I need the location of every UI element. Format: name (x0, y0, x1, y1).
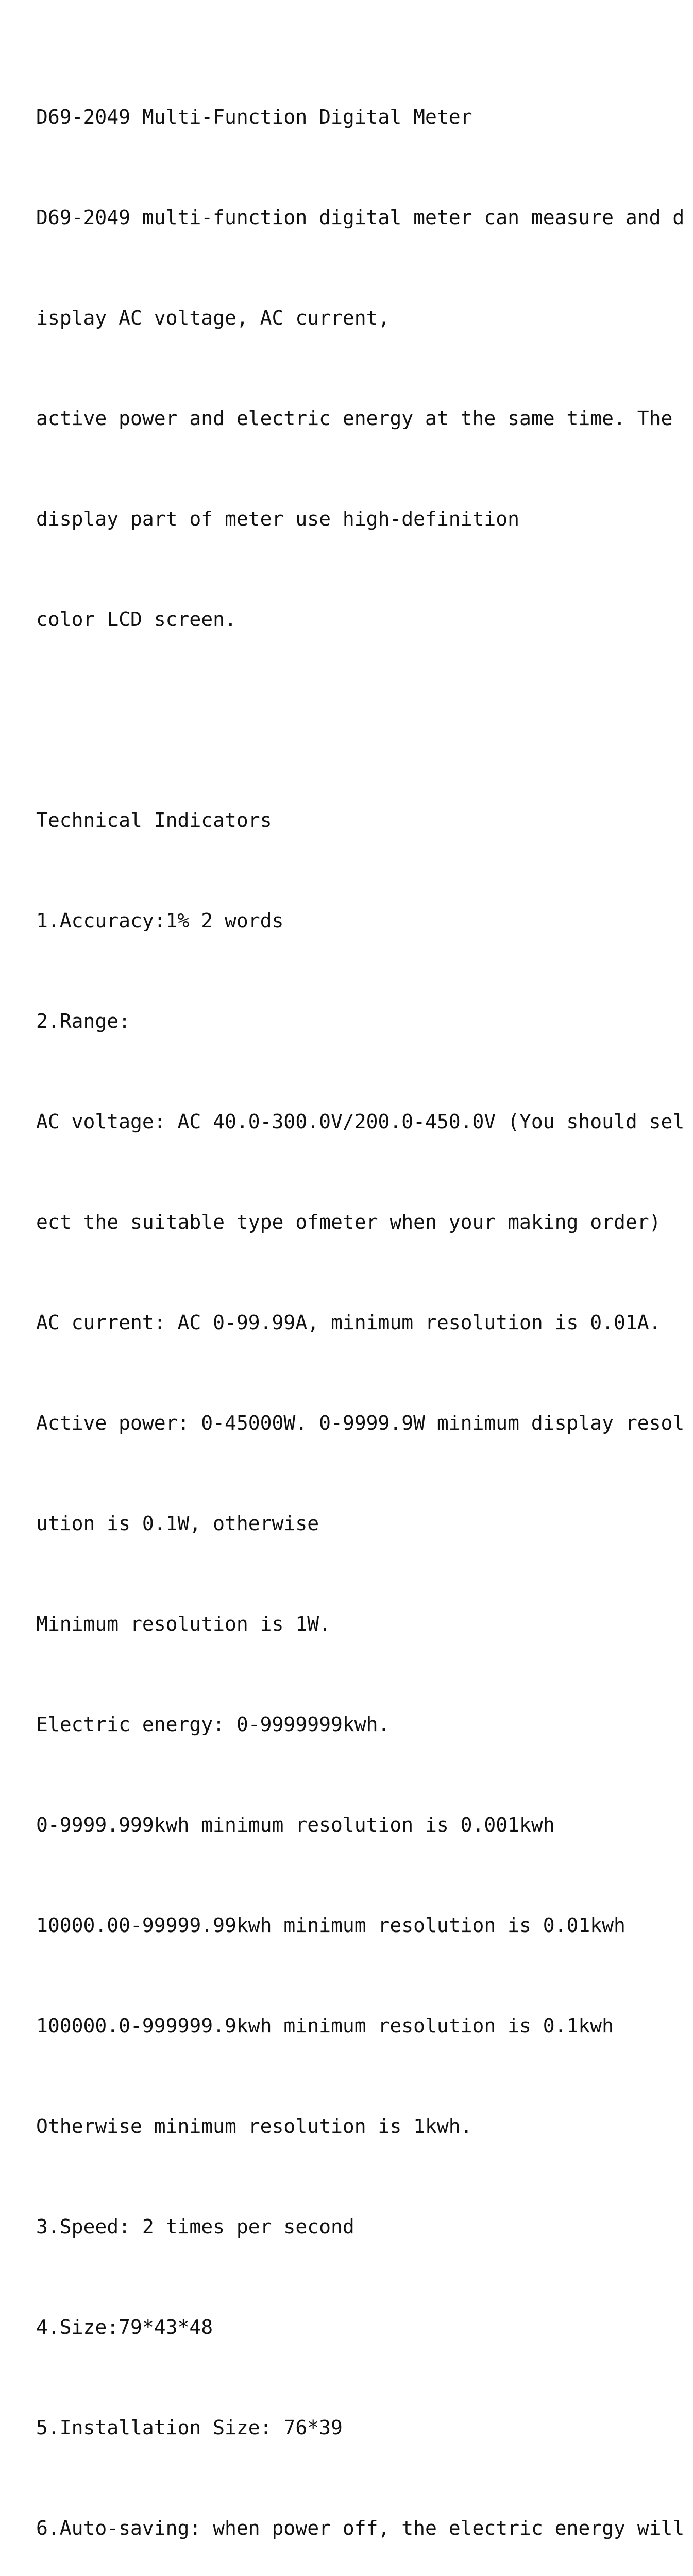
paragraph-spacer (36, 703, 680, 737)
intro-line: isplay AC voltage, AC current, (36, 307, 390, 329)
spec-line: Active power: 0-45000W. 0-9999.9W minimum display resol (36, 1412, 685, 1434)
spec-line: AC voltage: AC 40.0-300.0V/200.0-450.0V (You should sel (36, 1110, 685, 1133)
document-body (36, 33, 685, 2576)
spec-line: 2.Range: (36, 1010, 131, 1032)
spec-line: ution is 0.1W, otherwise (36, 1512, 319, 1535)
spec-line: Otherwise minimum resolution is 1kwh. (36, 2115, 472, 2138)
spec-line: Minimum resolution is 1W. (36, 1613, 331, 1635)
intro-line: active power and electric energy at the same time. The (36, 407, 673, 430)
intro-line: color LCD screen. (36, 608, 236, 631)
intro-line: D69-2049 multi-function digital meter can measure and d (36, 206, 685, 229)
spec-line: 100000.0-999999.9kwh minimum resolution is 0.1kwh (36, 2014, 614, 2037)
section-heading: Technical Indicators (36, 809, 272, 832)
spec-line: Electric energy: 0-9999999kwh. (36, 1713, 390, 1736)
spec-line: AC current: AC 0-99.99A, minimum resolution is 0.01A. (36, 1311, 661, 1334)
spec-line: 0-9999.999kwh minimum resolution is 0.001kwh (36, 1814, 555, 1836)
spec-line: 1.Accuracy:1% 2 words (36, 909, 284, 932)
spec-line: 5.Installation Size: 76*39 (36, 2416, 343, 2439)
intro-line: display part of meter use high-definition (36, 507, 519, 530)
spec-line: 6.Auto-saving: when power off, the electric energy will (36, 2517, 685, 2539)
document-title: D69-2049 Multi-Function Digital Meter (36, 106, 472, 128)
spec-line: 10000.00-99999.99kwh minimum resolution is 0.01kwh (36, 1914, 626, 1937)
spec-line: 4.Size:79*43*48 (36, 2316, 213, 2338)
spec-line: ect the suitable type ofmeter when your making order) (36, 1211, 661, 1233)
spec-line: 3.Speed: 2 times per second (36, 2215, 354, 2238)
